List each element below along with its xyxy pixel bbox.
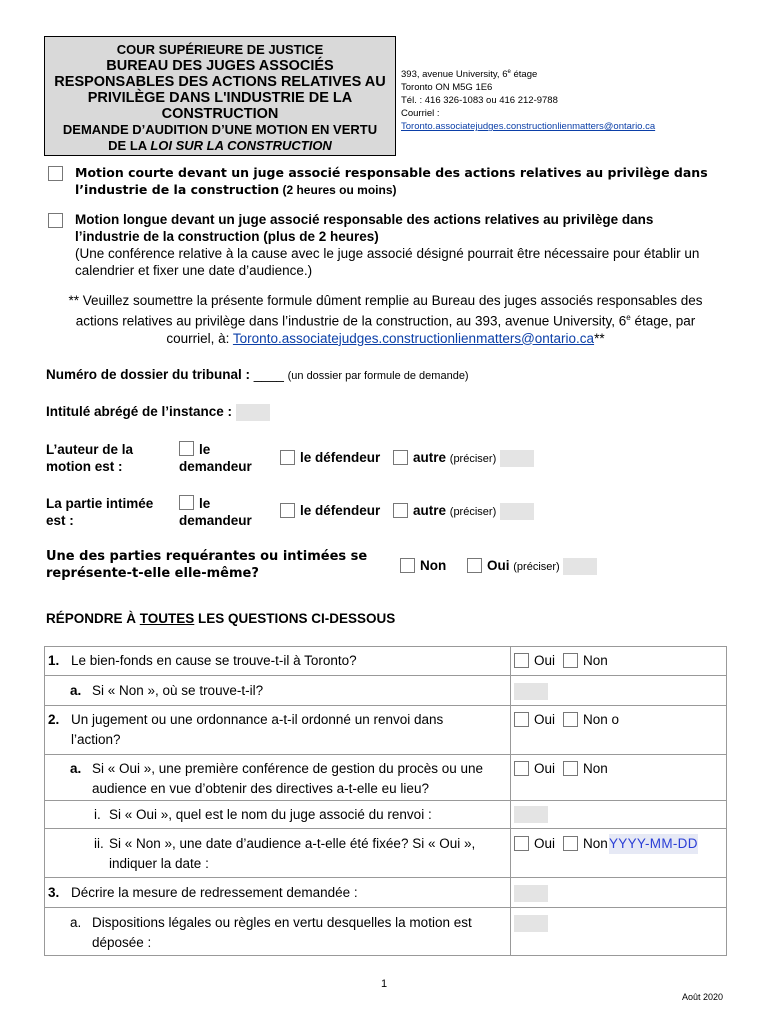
q2-yes-checkbox[interactable]	[514, 712, 529, 727]
mover-label: L’auteur de la motion est :	[46, 442, 134, 474]
table-row: a. Si « Oui », une première conférence de gestion du procès ou une audience en vue d’obtenir des directives a-t-elle eu lieu? Oui Non	[45, 755, 727, 801]
address-email-link[interactable]: Toronto.associatejudges.constructionlienmatters@ontario.ca	[401, 121, 656, 133]
mover-plaintiff-label: le demandeur	[179, 442, 252, 474]
table-row: 2. Un jugement ou une ordonnance a-t-il ordonné un renvoi dans l’action? Oui Non o	[45, 706, 727, 755]
q1-no-checkbox[interactable]	[563, 653, 578, 668]
mover-defendant-label: le défendeur	[300, 450, 381, 465]
office-line-2: RESPONSABLES DES ACTIONS RELATIVES AU	[54, 74, 386, 90]
question-2a-i: Si « Oui », quel est le nom du juge associé du renvoi :	[109, 807, 432, 822]
respondent-other-checkbox[interactable]	[393, 503, 408, 518]
question-3: Décrire la mesure de redressement demandée :	[71, 885, 358, 900]
questions-table	[44, 646, 727, 956]
question-2: Un jugement ou une ordonnance a-t-il ordonné un renvoi dans l’action?	[71, 712, 444, 747]
short-title-field[interactable]	[236, 404, 270, 421]
question-1: Le bien-fonds en cause se trouve-t-il à Toronto?	[71, 653, 357, 668]
instructions-email-link[interactable]: Toronto.associatejudges.constructionlienmatters@ontario.ca	[232, 330, 595, 346]
form-title-line-1: DEMANDE D’AUDITION D’UNE MOTION EN VERTU	[62, 122, 378, 137]
respondent-other-field[interactable]	[500, 503, 534, 520]
q2a-no-checkbox[interactable]	[563, 761, 578, 776]
respondent-other-option: autre (préciser)	[413, 503, 534, 520]
form-header-box	[44, 36, 396, 156]
court-name: COUR SUPÉRIEURE DE JUSTICE	[116, 42, 324, 57]
self-rep-yes-field[interactable]	[563, 558, 597, 575]
section-heading: RÉPONDRE À TOUTES LES QUESTIONS CI-DESSOUS	[46, 611, 396, 626]
file-number-label: Numéro de dossier du tribunal :	[46, 367, 251, 382]
submission-instructions: ** Veuillez soumettre la présente formule dûment remplie au Bureau des juges associés responsables des actions relatives au privilège dans l’industrie de la construction, au 393, avenue University, 6e étage, par courriel, à: Toronto.associatejudges.constructionlienmatters@ontario.ca**	[68, 293, 703, 346]
self-represented-question: Une des parties requérantes ou intimées se représente-t-elle elle-même?	[46, 549, 368, 581]
page-number: 1	[381, 978, 388, 990]
q2-no-checkbox[interactable]	[563, 712, 578, 727]
file-number-note: (un dossier par formule de demande)	[287, 370, 469, 382]
self-rep-no-checkbox[interactable]	[400, 558, 415, 573]
q1-yes-checkbox[interactable]	[514, 653, 529, 668]
address-street: 393, avenue University, 6e étage	[401, 69, 538, 81]
respondent-defendant-checkbox[interactable]	[280, 503, 295, 518]
file-number-row	[46, 367, 469, 382]
revision-date: Août 2020	[682, 992, 724, 1002]
q2aii-yes-checkbox[interactable]	[514, 836, 529, 851]
table-row: a. Si « Non », où se trouve-t-il?	[45, 676, 727, 706]
office-address	[401, 66, 655, 133]
office-line-4: CONSTRUCTION	[161, 106, 279, 122]
self-rep-no-label: Non	[420, 558, 447, 573]
motion-long-checkbox[interactable]	[48, 213, 63, 228]
motion-short-option: Motion courte devant un juge associé responsable des actions relatives au privilège dans l’industrie de la construction (2 heures ou moins)	[75, 165, 708, 197]
table-row: a. Dispositions légales ou règles en vertu desquelles la motion est déposée :	[45, 908, 727, 956]
address-email-label: Courriel :	[401, 108, 440, 120]
table-row: 1. Le bien-fonds en cause se trouve-t-il à Toronto? Oui Non	[45, 647, 727, 676]
question-3a: Dispositions légales ou règles en vertu desquelles la motion est déposée :	[92, 915, 472, 950]
question-2a: Si « Oui », une première conférence de gestion du procès ou une audience en vue d’obtenir des directives a-t-elle eu lieu?	[92, 761, 483, 796]
q1a-field[interactable]	[514, 683, 548, 700]
short-title-label: Intitulé abrégé de l’instance :	[46, 404, 233, 420]
self-rep-yes-option: Oui (préciser)	[487, 558, 597, 575]
motion-long-option: Motion longue devant un juge associé responsable des actions relatives au privilège dans l’industrie de la construction (plus de 2 heures) (Une conférence relative à la cause avec le juge associé désigné pourrait être nécessaire pour établir un calendrier et fixer une date d’audience.)	[75, 212, 700, 278]
form-title-line-2: DE LA LOI SUR LA CONSTRUCTION	[108, 138, 332, 153]
respondent-label: La partie intimée est :	[46, 496, 154, 528]
short-title-row	[46, 404, 270, 421]
office-line-1: BUREAU DES JUGES ASSOCIÉS	[106, 58, 334, 74]
motion-short-checkbox[interactable]	[48, 166, 63, 181]
table-row: ii. Si « Non », une date d’audience a-t-elle été fixée? Si « Oui », indiquer la date : Oui Non YYYY-MM-DD	[45, 829, 727, 878]
self-rep-yes-checkbox[interactable]	[467, 558, 482, 573]
office-line-3: PRIVILÈGE DANS L'INDUSTRIE DE LA	[87, 90, 353, 106]
question-1a: Si « Non », où se trouve-t-il?	[92, 683, 264, 698]
address-city: Toronto ON M5G 1E6	[401, 82, 493, 94]
q2a-yes-checkbox[interactable]	[514, 761, 529, 776]
respondent-defendant-label: le défendeur	[300, 503, 381, 518]
file-number-field[interactable]: ____	[253, 367, 284, 382]
q2ai-field[interactable]	[514, 806, 548, 823]
q3-field[interactable]	[514, 885, 548, 902]
q2aii-no-checkbox[interactable]	[563, 836, 578, 851]
respondent-plaintiff-label: le demandeur	[179, 496, 252, 528]
q2aii-date-field[interactable]: YYYY-MM-DD	[609, 834, 698, 854]
address-phone: Tél. : 416 326-1083 ou 416 212-9788	[401, 95, 558, 107]
q3a-field[interactable]	[514, 915, 548, 932]
question-2a-ii: Si « Non », une date d’audience a-t-elle été fixée? Si « Oui », indiquer la date :	[109, 836, 476, 871]
table-row: i. Si « Oui », quel est le nom du juge associé du renvoi :	[45, 801, 727, 829]
mover-other-option: autre (préciser)	[413, 450, 534, 467]
mover-defendant-checkbox[interactable]	[280, 450, 295, 465]
mover-other-checkbox[interactable]	[393, 450, 408, 465]
mover-other-field[interactable]	[500, 450, 534, 467]
table-row: 3. Décrire la mesure de redressement demandée :	[45, 878, 727, 908]
